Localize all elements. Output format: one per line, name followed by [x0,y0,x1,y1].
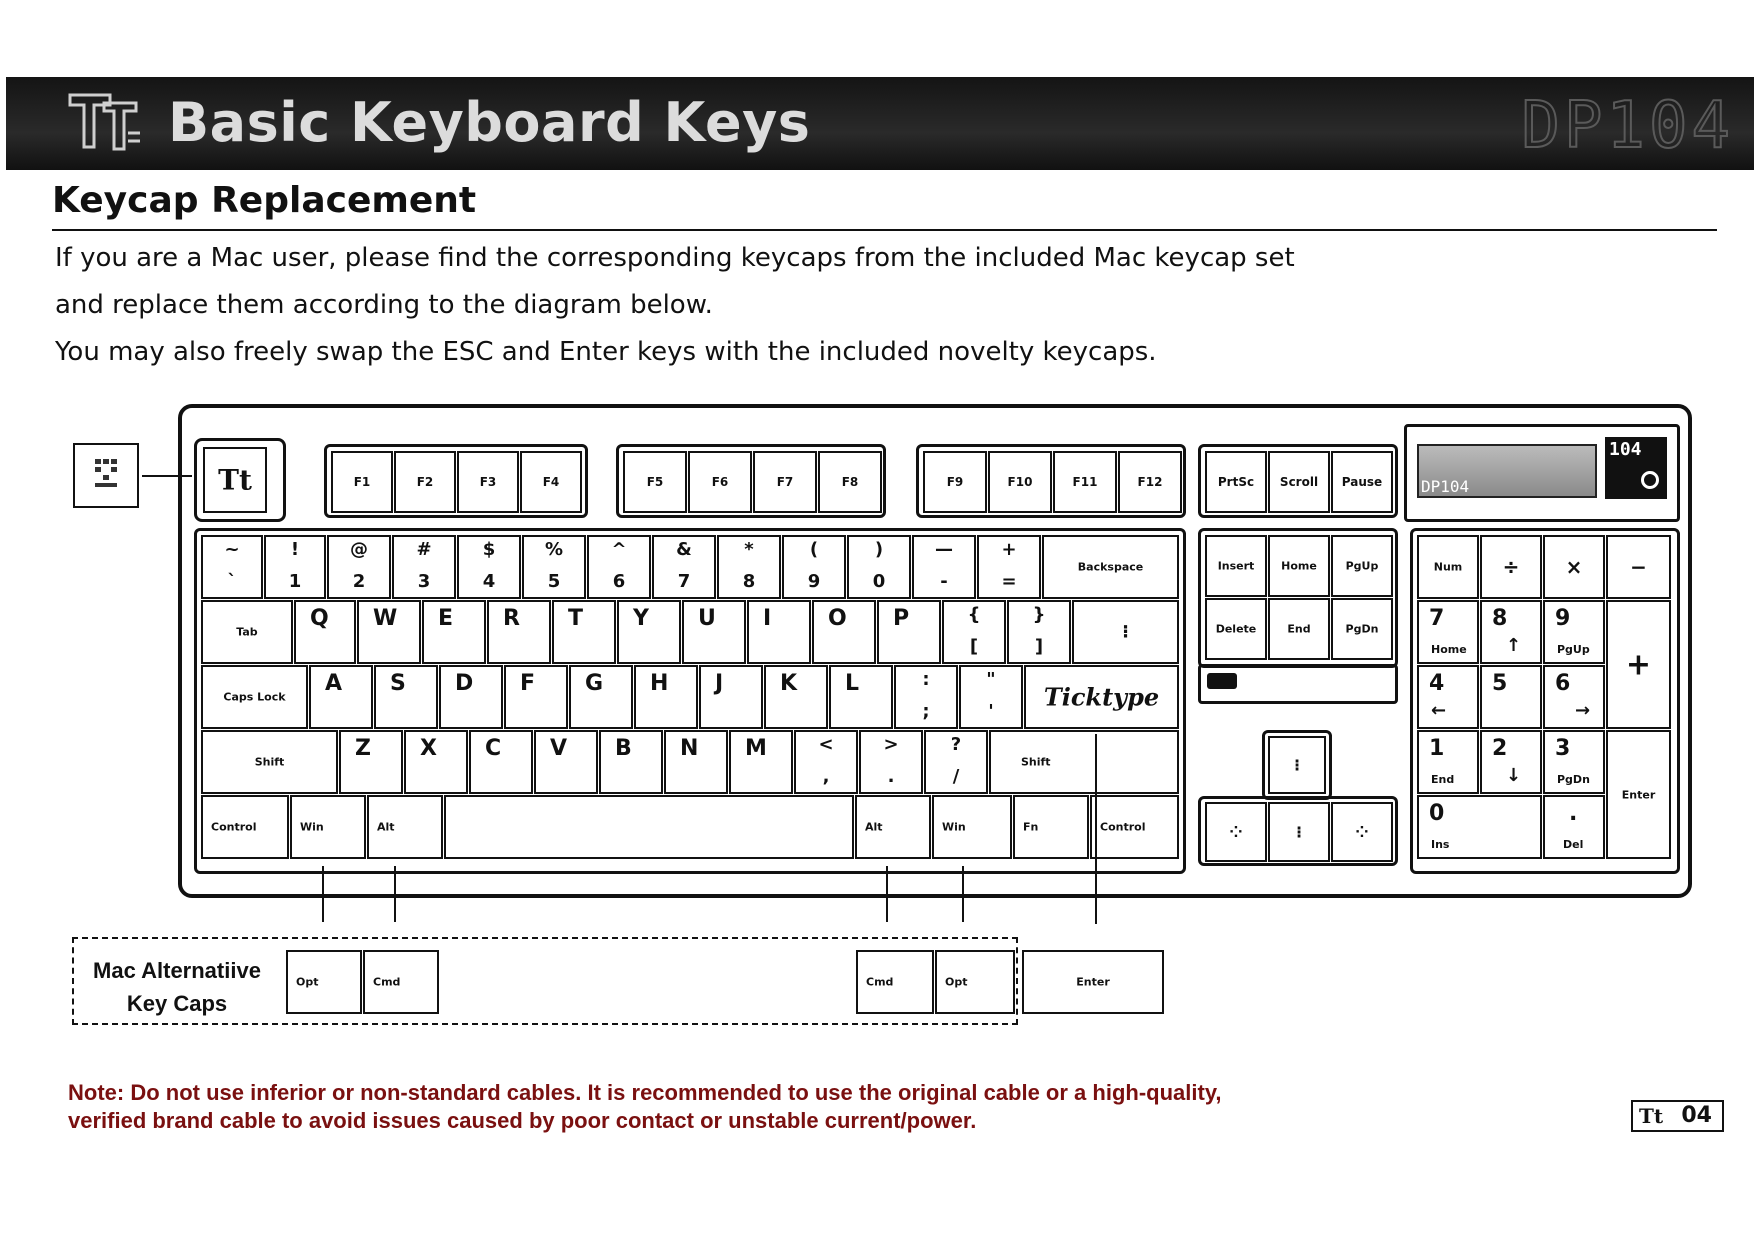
key-tilde-bot: ` [227,571,237,592]
key-e [422,600,486,664]
key-f9-label: F9 [946,475,964,489]
key-pgup-label: PgUp [1345,559,1379,573]
key-t-label: T [568,606,584,631]
esc-group [194,438,286,522]
key-equals-bot: = [1001,571,1017,592]
mac-label-line2: Key Caps [126,991,228,1016]
key-f3 [457,451,519,513]
mac-enter-label: Enter [1076,975,1110,989]
main-key-block [194,528,1186,874]
key-rshift-label: Shift [1021,755,1051,769]
note-line-2: verified brand cable to avoid issues caused by poor contact or unstable current/power. [68,1108,977,1133]
key-caps-label: Caps Lock [223,690,286,704]
key-6-top: ^ [611,539,627,560]
key-num0-top: 0 [1429,801,1445,826]
key-v [534,730,598,794]
key-rbracket [1007,600,1071,664]
key-f7-label: F7 [776,475,794,489]
key-lbracket-bot: [ [969,636,979,657]
key-num8 [1480,600,1542,664]
paragraph-line-1: If you are a Mac user, please find the corresponding keycaps from the included Mac keycap set [55,243,1295,273]
key-rcontrol [1090,795,1179,859]
key-r-label: R [503,606,520,631]
key-num2 [1480,730,1542,794]
key-num9 [1543,600,1605,664]
key-num4 [1417,665,1479,729]
key-f2-label: F2 [416,475,434,489]
key-fn [1013,795,1089,859]
key-num0-bot: Ins [1431,838,1450,851]
mac-cmd-right [856,950,934,1014]
novelty-esc-keycap [73,443,139,508]
key-fn-label: Fn [1023,820,1039,834]
key-num-enter [1606,730,1671,859]
lcd-text: DP104 [1421,477,1470,496]
mac-label-line1: Mac Alternatiive [93,958,261,983]
key-numlock [1417,535,1479,599]
key-lcontrol [201,795,289,859]
key-5-top: % [544,539,564,560]
key-slash-top: ? [950,734,962,755]
key-num7-bot: Home [1431,643,1467,656]
key-scroll [1268,451,1330,513]
key-arrow-up [1268,736,1326,794]
key-arrow-right [1331,802,1393,862]
key-tilde-top: ~ [224,539,240,560]
key-delete [1205,598,1267,660]
key-num0 [1417,795,1542,859]
key-f [504,665,568,729]
arrow-bottom-group [1198,796,1398,866]
key-f6-label: F6 [711,475,729,489]
key-semicolon-bot: ; [922,701,930,722]
key-ralt-label: Alt [865,820,883,834]
backslash-icon: ⁝ [1122,621,1129,643]
esc-key-label: Tt [218,463,252,497]
key-subtract [1606,535,1671,599]
key-delete-label: Delete [1215,622,1257,636]
key-p [877,600,941,664]
key-o-label: O [828,606,847,631]
key-2 [327,535,391,599]
key-numdot [1543,795,1605,859]
key-comma [794,730,858,794]
key-q [294,600,356,664]
key-quote-bot: ' [988,701,994,722]
key-l-label: L [845,671,860,696]
mac-cmd-right-label: Cmd [866,975,894,989]
key-num8-top: 8 [1492,606,1508,631]
key-subtract-label: − [1630,555,1647,579]
key-num6-top: 6 [1555,671,1571,696]
mac-opt-left [286,950,362,1014]
key-5-bot: 5 [547,571,561,592]
key-u-label: U [698,606,716,631]
key-5 [522,535,586,599]
key-f1 [331,451,393,513]
key-r [487,600,551,664]
key-f12 [1118,451,1182,513]
key-0 [847,535,911,599]
key-k [764,665,828,729]
key-f5 [623,451,687,513]
key-add [1606,600,1671,729]
key-end [1268,598,1330,660]
key-lwin-label: Win [300,820,324,834]
key-rbracket-top: } [1032,604,1046,625]
key-y-label: Y [633,606,649,631]
key-n [664,730,728,794]
numpad [1410,528,1680,874]
tt-logo-icon [66,89,146,155]
key-j [699,665,763,729]
key-f5-label: F5 [646,475,664,489]
display-badge-text: 104 [1609,439,1642,460]
key-4-top: $ [482,539,496,560]
key-z-label: Z [355,736,371,761]
arrow-rwin [962,866,964,922]
key-3-top: # [416,539,432,560]
arrow-left-icon: ⁘ [1229,822,1243,842]
key-minus-bot: - [940,571,948,592]
enter-brand-label: Ticktype [1043,682,1160,712]
key-d-label: D [455,671,474,696]
key-backspace-label: Backspace [1077,560,1144,574]
key-numlock-label: Num [1433,560,1463,574]
key-m-label: M [745,736,767,761]
key-2-top: @ [350,539,368,560]
key-f4 [520,451,582,513]
key-num6 [1543,665,1605,729]
key-lbracket [942,600,1006,664]
key-divide-label: ÷ [1502,555,1520,579]
key-num5-top: 5 [1492,671,1508,696]
key-w-label: W [373,606,398,631]
key-b [599,730,663,794]
section-heading: Keycap Replacement [52,180,477,221]
mac-opt-right-label: Opt [945,975,968,989]
arrow-down-icon: ⁝ [1295,822,1303,842]
mac-opt-right [935,950,1015,1014]
key-lalt-label: Alt [377,820,395,834]
key-pause-label: Pause [1341,475,1383,489]
nav-cluster [1198,528,1398,668]
key-f1-label: F1 [353,475,371,489]
arrow-right-icon: ⁘ [1355,822,1369,842]
key-f6 [688,451,752,513]
key-equals-top: + [1001,539,1017,560]
key-home [1268,535,1330,597]
key-g-label: G [585,671,604,696]
strip-indicator-icon [1207,673,1237,689]
key-multiply-label: × [1565,555,1583,579]
key-num2-top: 2 [1492,736,1508,761]
key-f12-label: F12 [1137,475,1163,489]
key-tilde [201,535,263,599]
key-9-bot: 9 [807,571,821,592]
arrow-enter [1095,734,1097,924]
key-prtsc-label: PrtSc [1217,475,1255,489]
esc-key [203,447,267,513]
model-name: DP104 [1521,89,1734,163]
key-f8-label: F8 [841,475,859,489]
key-rbracket-bot: ] [1034,636,1044,657]
key-6 [587,535,651,599]
key-0-top: ) [874,539,884,560]
key-9-top: ( [809,539,819,560]
key-q-label: Q [310,606,329,631]
key-w [357,600,421,664]
key-7-bot: 7 [677,571,691,592]
key-f11-label: F11 [1072,475,1098,489]
key-t [552,600,616,664]
key-quote-top: " [986,669,996,690]
heading-divider [52,229,1717,231]
key-rwin [932,795,1012,859]
key-num5 [1480,665,1542,729]
key-x-label: X [420,736,437,761]
mac-cmd-left [363,950,439,1014]
key-lshift-label: Shift [254,755,285,769]
key-semicolon [894,665,958,729]
key-i [747,600,811,664]
key-comma-top: < [818,734,834,755]
key-period-bot: . [887,766,895,787]
mac-enter [1022,950,1164,1014]
key-g [569,665,633,729]
key-f4-label: F4 [542,475,560,489]
nav-display-strip [1198,664,1398,704]
key-space [444,795,854,859]
key-num9-top: 9 [1555,606,1571,631]
key-3 [392,535,456,599]
mac-keycaps-label [82,954,272,1020]
note-line-1: Note: Do not use inferior or non-standard cables. It is recommended to use the original cable or a high-quality, [68,1080,1222,1105]
key-insert-label: Insert [1217,559,1255,573]
key-comma-bot: , [822,766,830,787]
key-prtsc [1205,451,1267,513]
key-2-bot: 2 [352,571,366,592]
key-1 [264,535,326,599]
key-n-label: N [680,736,699,761]
lcd-screen [1417,444,1597,498]
key-s [374,665,438,729]
lcd-display-module [1404,424,1680,522]
page-logo: Tt [1639,1104,1664,1128]
key-period [859,730,923,794]
page-number-box [1631,1100,1724,1132]
key-rshift [989,730,1179,794]
key-u [682,600,746,664]
key-c-label: C [485,736,502,761]
key-lbracket-top: { [967,604,981,625]
sys-group [1198,444,1398,518]
key-4-bot: 4 [482,571,496,592]
key-h-label: H [650,671,669,696]
key-num3-bot: PgDn [1557,773,1590,786]
arrow-up-icon: ⁝ [1293,755,1301,775]
key-semicolon-top: : [922,669,930,690]
key-lcontrol-label: Control [211,820,257,834]
key-f-label: F [520,671,536,696]
key-multiply [1543,535,1605,599]
paragraph-line-3: You may also freely swap the ESC and Enter keys with the included novelty keycaps. [55,337,1157,367]
key-7-top: & [676,539,692,560]
key-y [617,600,681,664]
key-f10-label: F10 [1007,475,1033,489]
key-j-label: J [715,671,724,696]
pixel-logo-icon [75,445,137,506]
key-num8-bot: ↑ [1506,635,1522,656]
key-f2 [394,451,456,513]
key-pgdn-label: PgDn [1345,622,1379,636]
key-e-label: E [438,606,454,631]
key-1-top: ! [290,539,300,560]
arrow-up-group [1262,730,1332,800]
key-9 [782,535,846,599]
key-f8 [818,451,882,513]
key-ralt [855,795,931,859]
key-num-enter-label: Enter [1621,788,1656,801]
key-h [634,665,698,729]
key-lshift [201,730,338,794]
key-lalt [367,795,443,859]
key-slash [924,730,988,794]
key-numdot-bot: Del [1563,838,1584,851]
key-divide [1480,535,1542,599]
key-add-label: + [1625,647,1652,682]
key-rcontrol-label: Control [1100,820,1146,834]
key-c [469,730,533,794]
key-1-bot: 1 [288,571,302,592]
key-8-top: * [744,539,754,560]
key-num4-top: 4 [1429,671,1445,696]
key-3-bot: 3 [417,571,431,592]
mac-opt-left-label: Opt [296,975,319,989]
key-4 [457,535,521,599]
key-8-bot: 8 [742,571,756,592]
key-z [339,730,403,794]
key-f10 [988,451,1052,513]
key-num6-bot: → [1575,700,1591,721]
arrow-lalt [394,866,396,922]
key-b-label: B [615,736,632,761]
page-title: Basic Keyboard Keys [168,91,811,154]
key-pgup [1331,535,1393,597]
key-a [309,665,373,729]
key-minus [912,535,976,599]
key-arrow-down [1268,802,1330,862]
key-pause [1331,451,1393,513]
key-caps [201,665,308,729]
page-number: 04 [1681,1103,1712,1128]
display-badge [1605,437,1667,499]
key-l [829,665,893,729]
knob-icon [1641,471,1659,489]
key-enter-novelty [1024,665,1179,729]
key-scroll-label: Scroll [1279,475,1319,489]
key-m [729,730,793,794]
key-numdot-top: . [1569,801,1578,826]
key-equals [977,535,1041,599]
key-num1-bot: End [1431,773,1455,786]
key-pgdn [1331,598,1393,660]
key-home-label: Home [1281,559,1317,573]
key-arrow-left [1205,802,1267,862]
fn-group-1 [324,444,588,518]
key-num9-bot: PgUp [1557,643,1590,656]
key-i-label: I [763,606,772,631]
key-k-label: K [780,671,798,696]
key-minus-top: — [935,539,953,560]
arrow-ralt [886,866,888,922]
key-f7 [753,451,817,513]
key-backslash [1072,600,1179,664]
key-p-label: P [893,606,910,631]
key-num3 [1543,730,1605,794]
key-tab [201,600,293,664]
key-insert [1205,535,1267,597]
key-num7 [1417,600,1479,664]
key-slash-bot: / [952,766,960,787]
key-num3-top: 3 [1555,736,1571,761]
fn-group-2 [616,444,886,518]
key-f11 [1053,451,1117,513]
mac-cmd-left-label: Cmd [373,975,401,989]
key-rwin-label: Win [942,820,966,834]
key-a-label: A [325,671,343,696]
key-0-bot: 0 [872,571,886,592]
arrow-lwin [322,866,324,922]
key-lwin [290,795,366,859]
key-num4-bot: ← [1431,700,1447,721]
key-end-label: End [1287,622,1311,636]
fn-group-3 [916,444,1186,518]
key-backspace [1042,535,1179,599]
key-period-top: > [883,734,899,755]
key-num7-top: 7 [1429,606,1445,631]
key-f3-label: F3 [479,475,497,489]
key-8 [717,535,781,599]
key-tab-label: Tab [236,625,258,639]
key-num2-bot: ↓ [1506,765,1522,786]
key-d [439,665,503,729]
paragraph-line-2: and replace them according to the diagram below. [55,290,713,320]
key-s-label: S [390,671,406,696]
key-6-bot: 6 [612,571,626,592]
key-num1-top: 1 [1429,736,1445,761]
key-o [812,600,876,664]
key-x [404,730,468,794]
key-quote [959,665,1023,729]
key-num1 [1417,730,1479,794]
key-f9 [923,451,987,513]
key-7 [652,535,716,599]
header-banner [6,77,1754,170]
key-v-label: V [550,736,568,761]
